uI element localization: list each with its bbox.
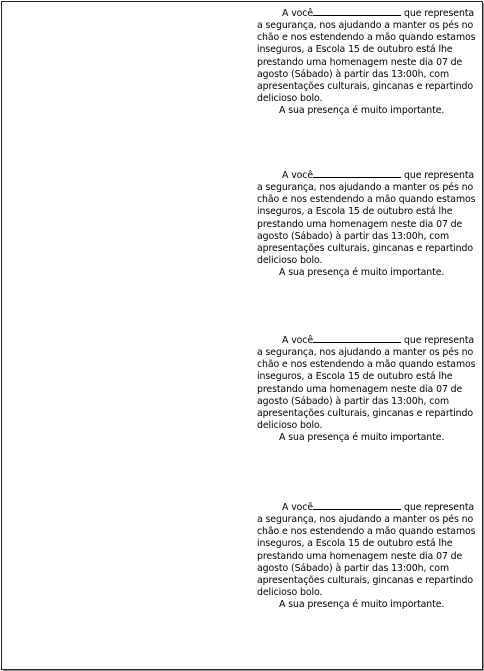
invitation-text-line: apresentações culturais, gincanas e repartindo xyxy=(257,80,473,92)
invitation-text-line: inseguros, a Escola 15 de outubro está lhe xyxy=(257,206,453,218)
invitation-after-blank: que representa xyxy=(404,335,475,346)
invitation-after-blank: que representa xyxy=(404,502,475,513)
invitation-text-line: delicioso bolo. xyxy=(257,255,323,267)
invitation-text-line: inseguros, a Escola 15 de outubro está lhe xyxy=(257,44,453,56)
invitation-text-line: inseguros, a Escola 15 de outubro está lhe xyxy=(257,371,453,383)
invitation-opening: A você xyxy=(282,502,313,513)
invitation-text-line: apresentações culturais, gincanas e repartindo xyxy=(257,407,473,419)
invitation-closing: A sua presença é muito importante. xyxy=(279,599,445,611)
invitation-block-1 xyxy=(257,6,479,117)
invitation-closing: A sua presença é muito importante. xyxy=(279,105,445,117)
invitation-text-line: apresentações culturais, gincanas e repartindo xyxy=(257,574,473,586)
invitation-text-line: chão e nos estendendo a mão quando estamos xyxy=(257,526,476,538)
name-blank-line xyxy=(313,168,401,178)
invitation-text-line: prestando uma homenagem neste dia 07 de xyxy=(257,56,463,68)
invitation-text-line: a segurança, nos ajudando a manter os pés no xyxy=(257,514,474,526)
name-blank-line xyxy=(313,500,401,510)
invitation-opening: A você xyxy=(282,335,313,346)
invitation-block-3 xyxy=(257,333,479,444)
invitation-text-line: prestando uma homenagem neste dia 07 de xyxy=(257,550,463,562)
invitation-text-line: apresentações culturais, gincanas e repartindo xyxy=(257,242,473,254)
invitation-text-line: agosto (Sábado) à partir das 13:00h, com xyxy=(257,68,449,80)
invitation-text-line: inseguros, a Escola 15 de outubro está lhe xyxy=(257,538,453,550)
name-blank-line xyxy=(313,6,401,16)
name-blank-line xyxy=(313,333,401,343)
invitation-text-line: a segurança, nos ajudando a manter os pés no xyxy=(257,182,474,194)
invitation-after-blank: que representa xyxy=(404,170,475,181)
invitation-opening: A você xyxy=(282,8,313,19)
invitation-text-line: chão e nos estendendo a mão quando estamos xyxy=(257,359,476,371)
invitation-text-line: agosto (Sábado) à partir das 13:00h, com xyxy=(257,395,449,407)
invitation-text-line: prestando uma homenagem neste dia 07 de xyxy=(257,218,463,230)
invitation-closing: A sua presença é muito importante. xyxy=(279,267,445,279)
invitation-text-line: delicioso bolo. xyxy=(257,420,323,432)
invitation-block-2 xyxy=(257,168,479,279)
invitation-text-line: agosto (Sábado) à partir das 13:00h, com xyxy=(257,230,449,242)
invitation-text-line: chão e nos estendendo a mão quando estamos xyxy=(257,32,476,44)
invitation-text-line: a segurança, nos ajudando a manter os pés no xyxy=(257,20,474,32)
invitation-closing: A sua presença é muito importante. xyxy=(279,432,445,444)
invitation-opening: A você xyxy=(282,170,313,181)
invitation-after-blank: que representa xyxy=(404,8,475,19)
document-page xyxy=(1,1,483,670)
invitation-block-4 xyxy=(257,500,479,611)
invitation-text-line: chão e nos estendendo a mão quando estamos xyxy=(257,194,476,206)
invitation-opening-line xyxy=(257,333,479,347)
invitation-text-line: prestando uma homenagem neste dia 07 de xyxy=(257,383,463,395)
invitation-opening-line xyxy=(257,6,479,20)
invitation-opening-line xyxy=(257,168,479,182)
invitation-opening-line xyxy=(257,500,479,514)
invitation-text-line: agosto (Sábado) à partir das 13:00h, com xyxy=(257,562,449,574)
invitation-text-line: delicioso bolo. xyxy=(257,93,323,105)
invitation-text-line: a segurança, nos ajudando a manter os pés no xyxy=(257,347,474,359)
invitation-text-line: delicioso bolo. xyxy=(257,587,323,599)
